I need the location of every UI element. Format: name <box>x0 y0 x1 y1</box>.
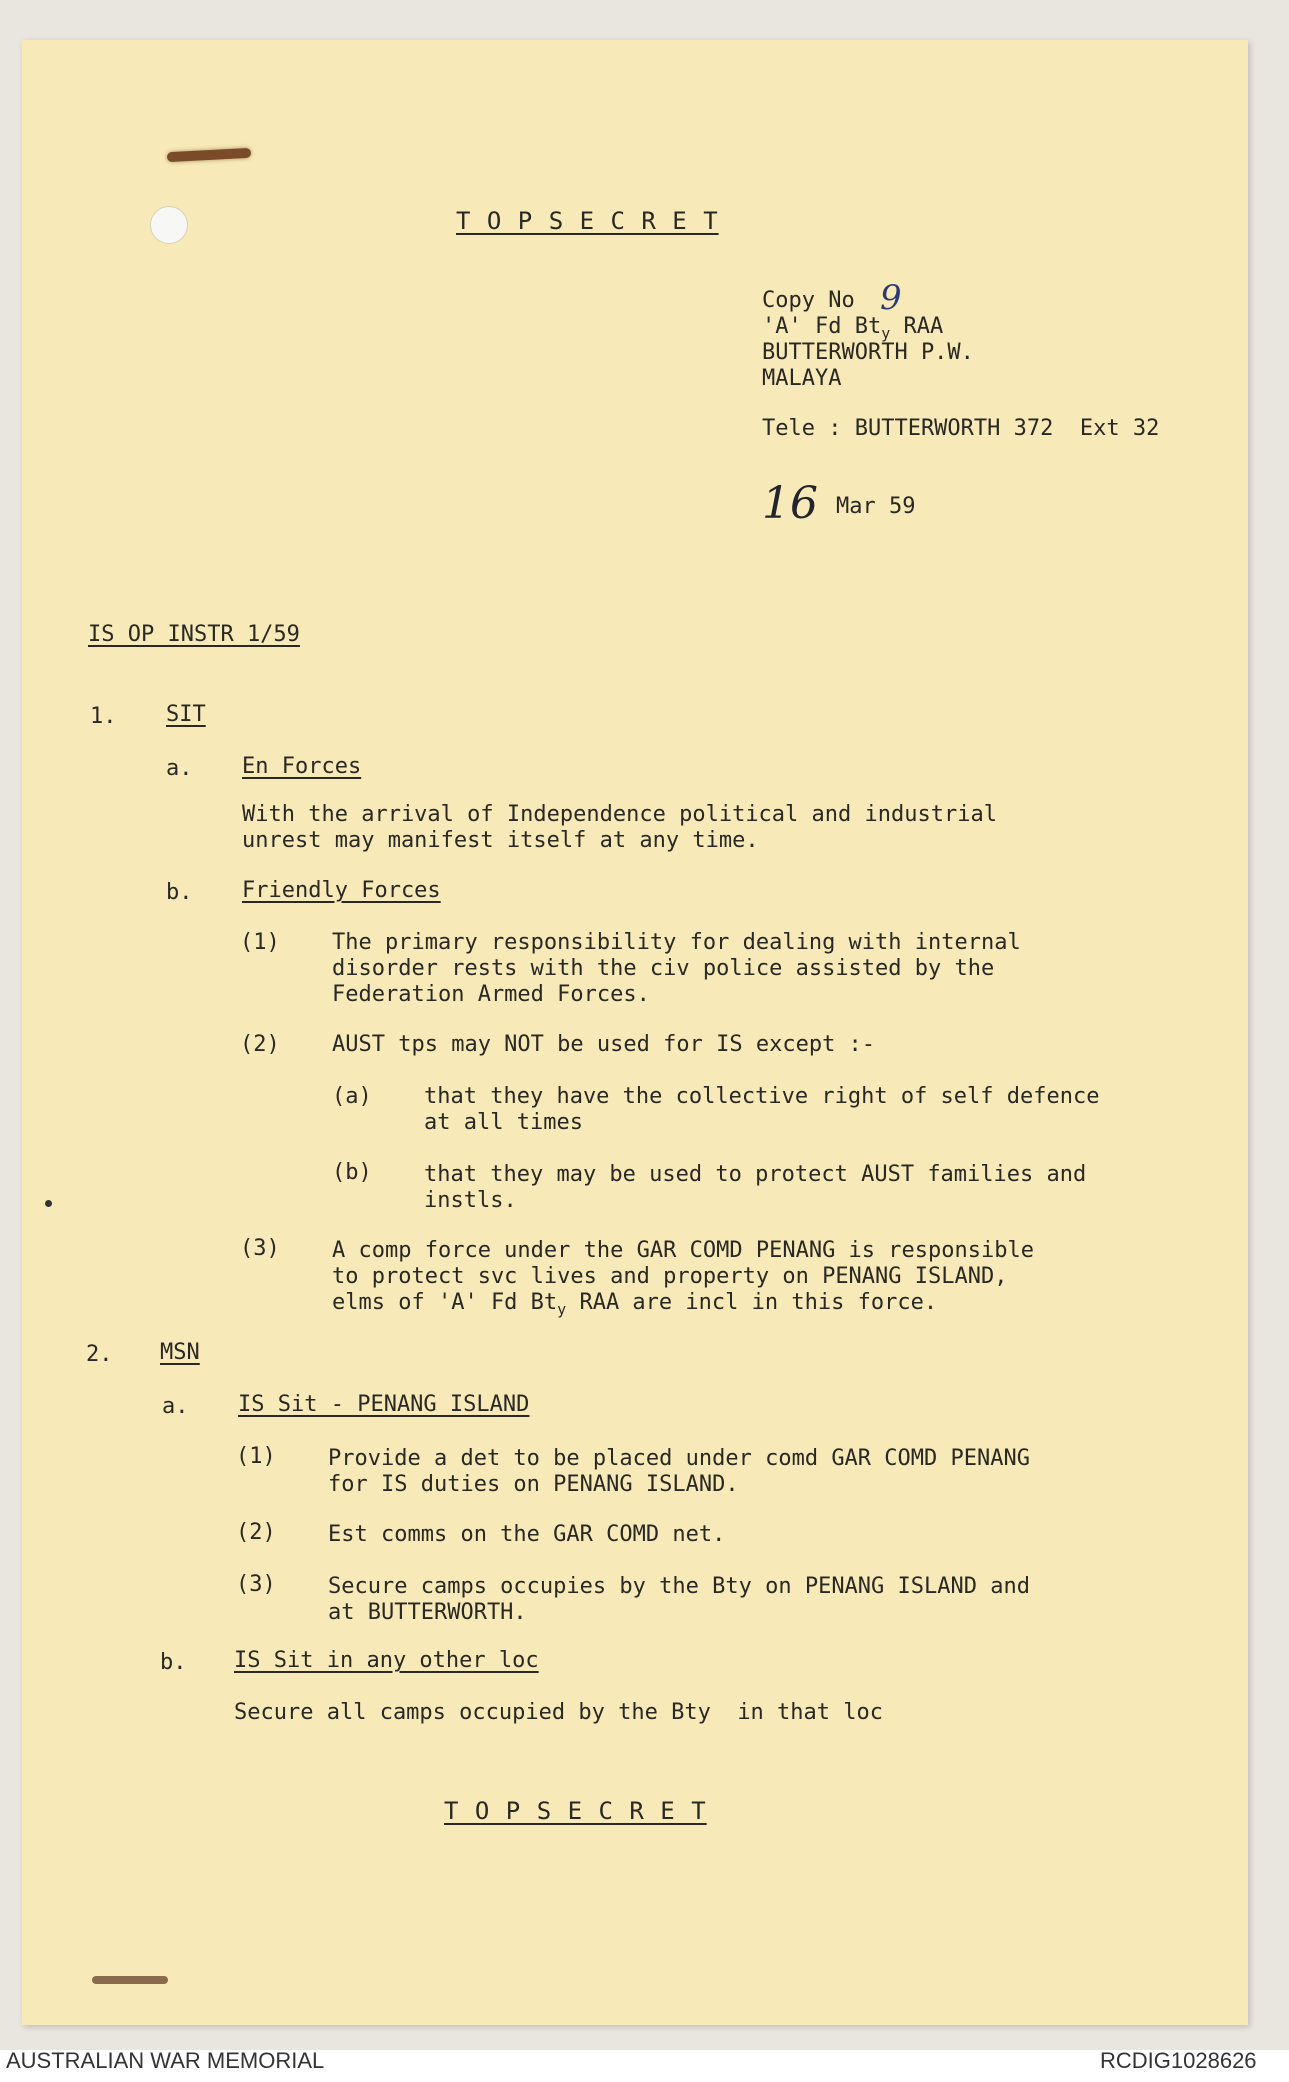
msn-a-title: IS Sit - PENANG ISLAND <box>238 1392 530 1417</box>
para-b2b-line-2: instls. <box>424 1188 517 1213</box>
section-2-number: 2. <box>86 1342 113 1367</box>
section-1-title: SIT <box>166 702 206 727</box>
location-line: BUTTERWORTH P.W. <box>762 340 974 365</box>
para-b1-number: (1) <box>240 930 280 955</box>
msn-a3-number: (3) <box>236 1572 276 1597</box>
unit-corps: RAA <box>903 314 944 339</box>
msn-a1-number: (1) <box>236 1444 276 1469</box>
msn-a3-line-2: at BUTTERWORTH. <box>328 1600 527 1625</box>
telephone-line: Tele : BUTTERWORTH 372 Ext 32 <box>762 416 1160 441</box>
section-1-number: 1. <box>90 704 117 729</box>
msn-a1-line-2: for IS duties on PENANG ISLAND. <box>328 1472 739 1497</box>
msn-b-title: IS Sit in any other loc <box>234 1648 539 1673</box>
document-title: IS OP INSTR 1/59 <box>88 622 300 647</box>
para-b1-line-2: disorder rests with the civ police assisted by the <box>332 956 995 981</box>
margin-dot <box>45 1200 52 1207</box>
para-a-line-1: With the arrival of Independence political and industrial <box>242 802 997 827</box>
unit-name: 'A' Fd Bt <box>762 314 882 339</box>
punch-hole <box>150 206 188 244</box>
msn-b-line-1: Secure all camps occupied by the Bty in that loc <box>234 1700 884 1725</box>
para-b-label: b. <box>166 880 193 905</box>
staple-mark-bottom <box>92 1976 168 1984</box>
msn-a2-number: (2) <box>236 1520 276 1545</box>
msn-a3-line-1: Secure camps occupies by the Bty on PENANG ISLAND and <box>328 1574 1030 1599</box>
para-b1-line-1: The primary responsibility for dealing with internal <box>332 930 1021 955</box>
para-a-label: a. <box>166 756 193 781</box>
archive-credit: AUSTRALIAN WAR MEMORIAL <box>6 2048 325 2073</box>
para-b3-line-3-end: RAA are incl in this force. <box>566 1290 938 1315</box>
para-b2-line-1: AUST tps may NOT be used for IS except :- <box>332 1032 876 1057</box>
classification-top: T O P S E C R E T <box>456 207 719 235</box>
para-a-title: En Forces <box>242 754 362 779</box>
para-a-line-2: unrest may manifest itself at any time. <box>242 828 759 853</box>
para-b2b-number: (b) <box>332 1160 372 1185</box>
msn-b-label: b. <box>160 1650 187 1675</box>
para-b2b-line-1: that they may be used to protect AUST families and <box>424 1162 1087 1187</box>
para-b3-line-1: A comp force under the GAR COMD PENANG is responsible <box>332 1238 1034 1263</box>
para-b3-line-3-start: elms of 'A' Fd Bt <box>332 1290 558 1315</box>
country-line: MALAYA <box>762 366 842 391</box>
para-b3-line-3 <box>332 1290 937 1322</box>
para-b1-line-3: Federation Armed Forces. <box>332 982 650 1007</box>
msn-a-label: a. <box>162 1394 189 1419</box>
archive-reference: RCDIG1028626 <box>1100 2048 1257 2073</box>
section-2-title: MSN <box>160 1340 200 1365</box>
classification-bottom: T O P S E C R E T <box>444 1797 707 1825</box>
unit-subscript: y <box>881 324 891 343</box>
para-b2-number: (2) <box>240 1032 280 1057</box>
para-b2a-line-1: that they have the collective right of self defence <box>424 1084 1100 1109</box>
para-b3-number: (3) <box>240 1236 280 1261</box>
copy-no-handwritten: 9 <box>880 278 902 318</box>
date-month-year: Mar 59 <box>836 494 916 519</box>
date-day-handwritten: 16 <box>762 478 818 529</box>
para-b2a-number: (a) <box>332 1084 372 1109</box>
msn-a2-line-1: Est comms on the GAR COMD net. <box>328 1522 726 1547</box>
copy-no-label: Copy No <box>762 288 855 313</box>
para-b-title: Friendly Forces <box>242 878 441 903</box>
msn-a1-line-1: Provide a det to be placed under comd GAR COMD PENANG <box>328 1446 1030 1471</box>
para-b3-line-2: to protect svc lives and property on PENANG ISLAND, <box>332 1264 1008 1289</box>
para-b2a-line-2: at all times <box>424 1110 583 1135</box>
para-b3-subscript: y <box>557 1300 567 1319</box>
